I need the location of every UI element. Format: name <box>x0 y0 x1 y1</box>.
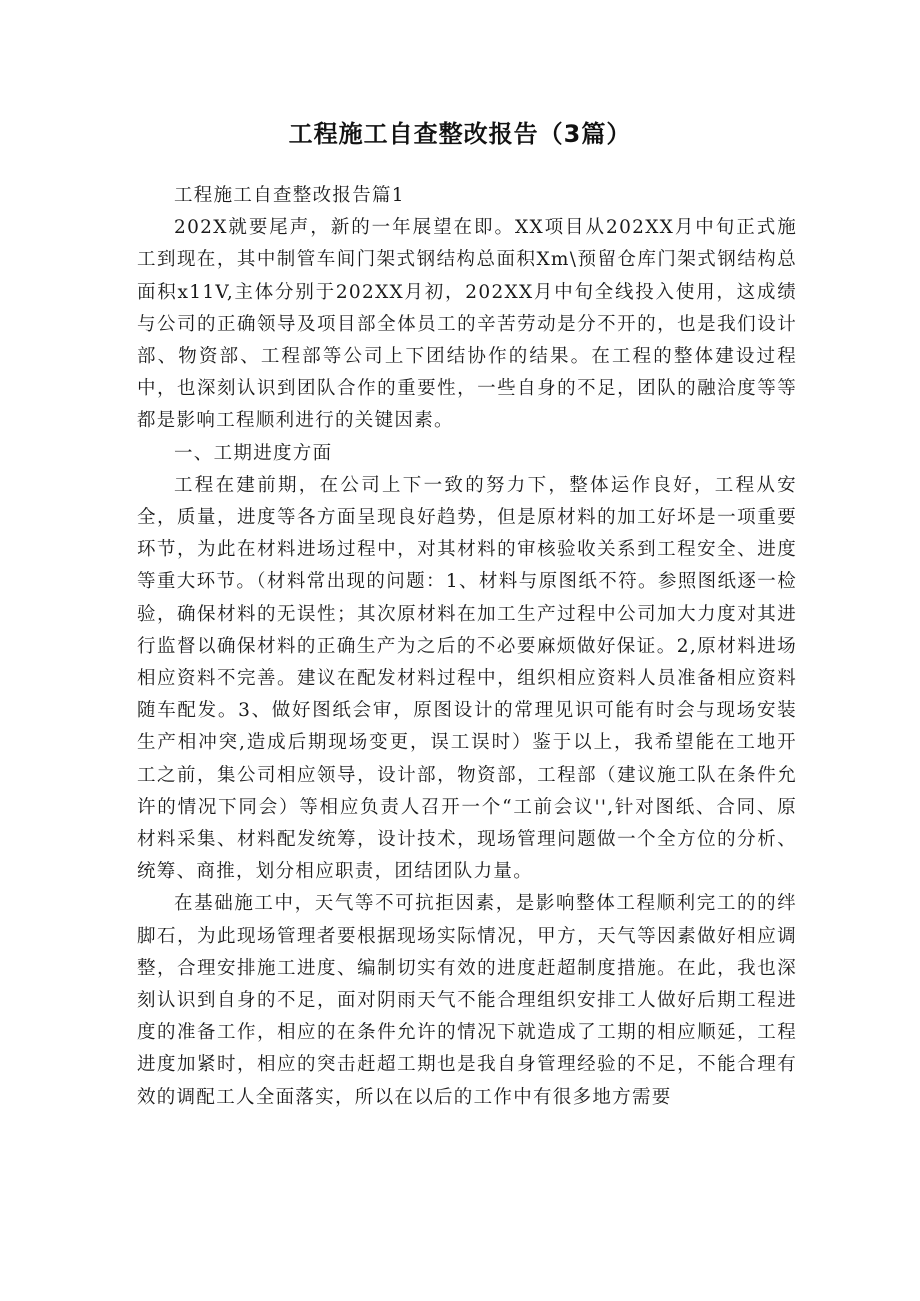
paragraph-foundation: 在基础施工中，天气等不可抗拒因素，是影响整体工程顺利完工的的绊脚石，为此现场管理者要根据现场实际情况，甲方，天气等因素做好相应调整，合理安排施工进度、编制切实有效的进度赶超制度措施。在此，我也深刻认识到自身的不足，面对阴雨天气不能合理组织安排工人做好后期工程进度的准备工作，相应的在条件允许的情况下就造成了工期的相应顺延，工程进度加紧时，相应的突击赶超工期也是我自身管理经验的不足，不能合理有效的调配工人全面落实，所以在以后的工作中有很多地方需要 <box>137 893 797 1108</box>
section-subtitle: 工程施工自查整改报告篇1 <box>174 185 405 206</box>
document-title: 工程施工自查整改报告（3篇） <box>288 120 632 148</box>
section-heading: 一、工期进度方面 <box>174 442 333 464</box>
paragraph-materials: 工程在建前期，在公司上下一致的努力下，整体运作良好，工程从安全，质量，进度等各方面呈现良好趋势，但是原材料的加工好坏是一项重要环节，为此在材料进场过程中，对其材料的审核验收关系到工程安全、进度等重大环节。（材料常出现的问题：1、材料与原图纸不符。参照图纸逐一检验，确保材料的无误性；其次原材料在加工生产过程中公司加大力度对其进行监督以确保材料的正确生产为之后的不必要麻烦做好保证。2,原材料进场相应资料不完善。建议在配发材料过程中，组织相应资料人员准备相应资料随车配发。3、做好图纸会审，原图设计的常理见识可能有时会与现场安装生产相冲突,造成后期现场变更，误工误时）鉴于以上，我希望能在工地开工之前，集公司相应领导，设计部，物资部，工程部（建议施工队在条件允许的情况下同会）等相应负责人召开一个“工前会议'',针对图纸、合同、原材料采集、材料配发统筹，设计技术，现场管理问题做一个全方位的分析、统筹、商推，划分相应职责，团结团队力量。 <box>137 474 797 883</box>
document-body <box>137 180 797 1114</box>
paragraph-intro: 202X就要尾声，新的一年展望在即。XX项目从202XX月中旬正式施工到现在，其中制管车间门架式钢结构总面积Xm\预留仓库门架式钢结构总面积x11V,主体分别于202XX月初，202XX月中旬全线投入使用，这成绩与公司的正确领导及项目部全体员工的辛苦劳动是分不开的，也是我们设计部、物资部、工程部等公司上下团结协作的结果。在工程的整体建设过程中，也深刻认识到团队合作的重要性，一些自身的不足，团队的融洽度等等都是影响工程顺利进行的关键因素。 <box>137 217 797 432</box>
